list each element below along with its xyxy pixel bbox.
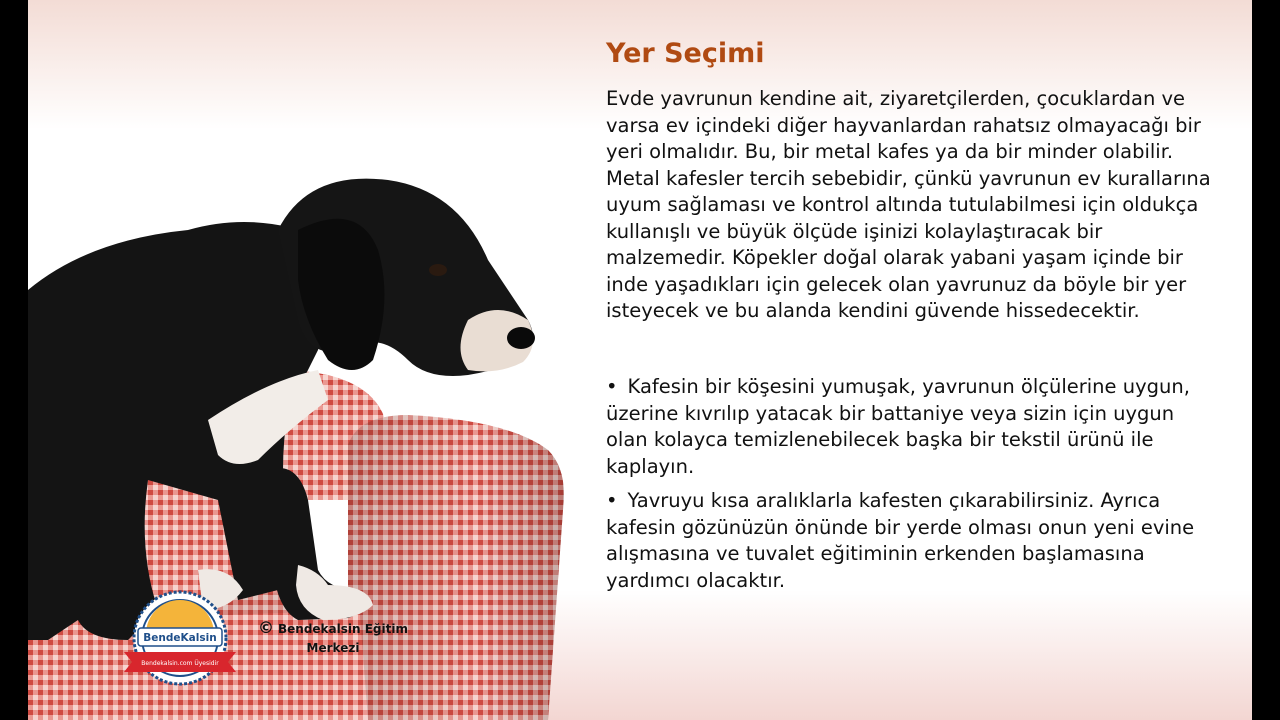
slide-title: Yer Seçimi: [606, 38, 765, 69]
bullet-list: [606, 374, 1216, 602]
bullet-text: Kafesin bir köşesini yumuşak, yavrunun ölçülerine uygun, üzerine kıvrılıp yatacak bir battaniye veya sizin için uygun olan kolayca temizlenebilecek başka bir tekstil ürünü ile kaplayın.: [606, 375, 1190, 478]
bullet-icon: •: [606, 489, 618, 512]
bullet-text: Yavruyu kısa aralıklarla kafesten çıkarabilirsiniz. Ayrıca kafesin gözünüzün önünde bir yerde olması onun yeni evine alışmasına ve tuvalet eğitiminin erkenden başlamasına yardımcı olacaktır.: [606, 489, 1195, 592]
list-item: [606, 374, 1216, 480]
bullet-icon: •: [606, 375, 618, 398]
copyright-text: Bendekalsin Eğitim Merkezi: [278, 622, 408, 655]
badge-ribbon-text: Bendekalsin.com Üyesidir: [141, 660, 219, 667]
bendekalsin-logo-badge: [120, 590, 240, 690]
intro-paragraph: Evde yavrunun kendine ait, ziyaretçilerden, çocuklardan ve varsa ev içindeki diğer hayvanlardan rahatsız olmayacağı bir yeri olmalıdır. Bu, bir metal kafes ya da bir minder olabilir. Metal kafesler tercih sebebidir, çünkü yavrunun ev kurallarına uyum sağlaması ve kontrol altında tutulabilmesi için oldukça kullanışlı ve büyük ölçüde işinizi kolaylaştıracak bir malzemedir. Köpekler doğal olarak yabani yaşam içinde bir inde yaşadıkları için gelecek olan yavrunuz da böyle bir yer isteyecek ve bu alanda kendini güvende hissedecektir.: [606, 87, 1211, 322]
list-item: [606, 488, 1216, 594]
slide: [28, 0, 1252, 720]
copyright-notice: [238, 618, 428, 658]
copyright-icon: ©: [258, 618, 274, 637]
badge-brand-text: BendeKalsin: [143, 632, 217, 644]
